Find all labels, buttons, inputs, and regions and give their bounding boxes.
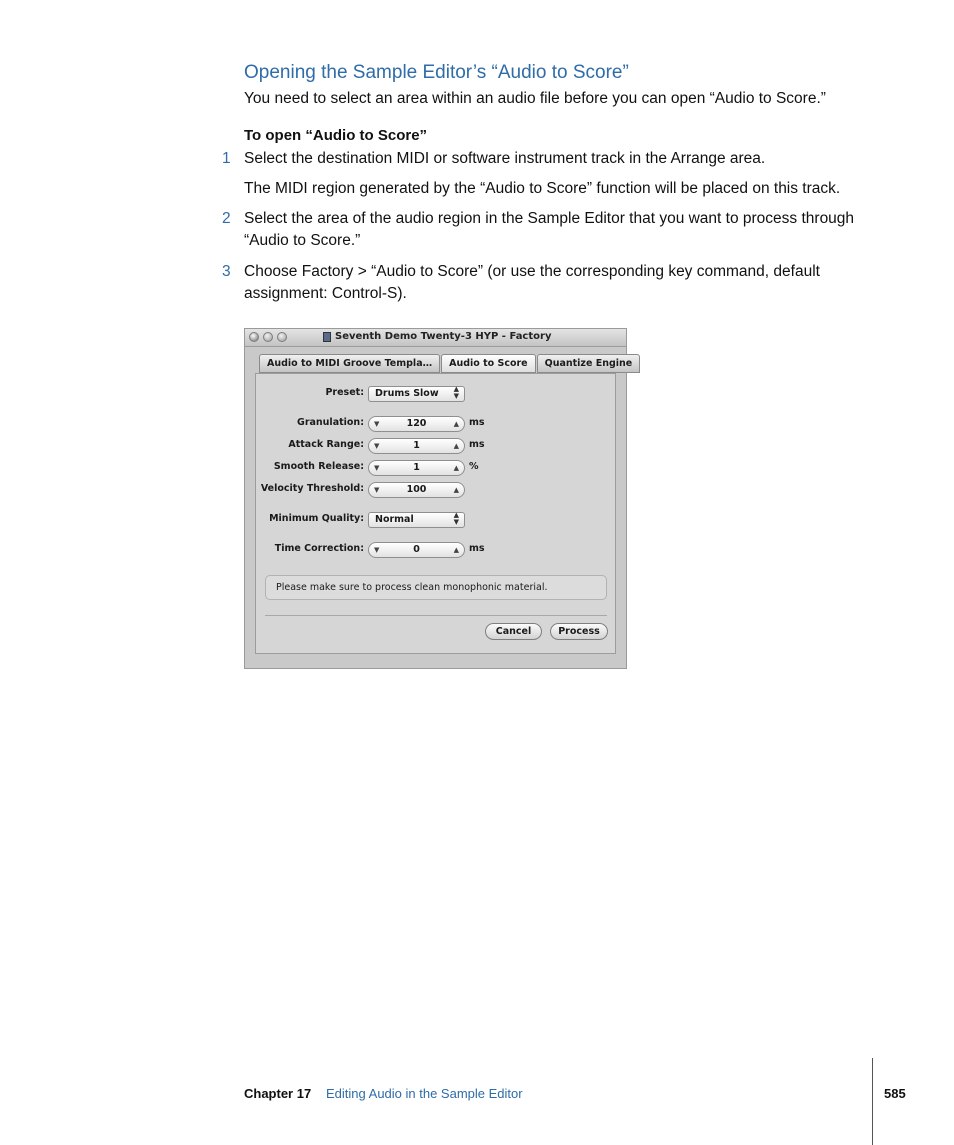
footer-chapter: Chapter 17 bbox=[244, 1086, 312, 1101]
increment-icon[interactable]: ▲ bbox=[453, 420, 459, 428]
audio-to-score-dialog bbox=[244, 328, 633, 669]
divider bbox=[265, 615, 607, 616]
footer-chapter-title: Editing Audio in the Sample Editor bbox=[326, 1086, 523, 1101]
preset-popup[interactable] bbox=[368, 386, 465, 402]
settings-panel bbox=[255, 373, 616, 654]
step-number: 2 bbox=[222, 210, 231, 227]
task-heading: To open “Audio to Score” bbox=[244, 127, 428, 144]
cancel-button[interactable]: Cancel bbox=[485, 623, 542, 640]
smooth-release-unit: % bbox=[469, 461, 479, 472]
decrement-icon[interactable]: ▼ bbox=[374, 442, 380, 450]
increment-icon[interactable]: ▲ bbox=[453, 442, 459, 450]
popup-arrows-icon: ▲ ▼ bbox=[453, 511, 459, 526]
velocity-threshold-value: 100 bbox=[406, 484, 427, 495]
granulation-label: Granulation: bbox=[297, 417, 364, 428]
smooth-release-row bbox=[256, 460, 617, 476]
smooth-release-label: Smooth Release: bbox=[273, 461, 364, 472]
process-button[interactable]: Process bbox=[550, 623, 608, 640]
footer-divider bbox=[872, 1058, 873, 1145]
increment-icon[interactable]: ▲ bbox=[453, 486, 459, 494]
step-text: Select the destination MIDI or software instrument track in the Arrange area. bbox=[244, 150, 766, 167]
minimize-icon[interactable] bbox=[263, 332, 273, 342]
granulation-unit: ms bbox=[469, 417, 485, 428]
time-correction-label: Time Correction: bbox=[274, 543, 364, 554]
step-text: Choose Factory > “Audio to Score” (or use the corresponding key command, default assignment: Control-S). bbox=[244, 263, 820, 302]
minimum-quality-popup[interactable] bbox=[368, 512, 465, 528]
attack-range-row bbox=[256, 438, 617, 454]
time-correction-unit: ms bbox=[469, 543, 485, 554]
attack-range-label: Attack Range: bbox=[288, 439, 364, 450]
time-correction-row bbox=[256, 542, 617, 558]
attack-range-unit: ms bbox=[469, 439, 485, 450]
step-number: 1 bbox=[222, 150, 231, 167]
minimum-quality-row bbox=[256, 512, 617, 528]
decrement-icon[interactable]: ▼ bbox=[374, 420, 380, 428]
preset-value: Drums Slow bbox=[375, 388, 439, 399]
smooth-release-slider[interactable] bbox=[368, 460, 465, 476]
velocity-threshold-label: Velocity Threshold: bbox=[260, 483, 364, 494]
section-heading: Opening the Sample Editor’s “Audio to Score” bbox=[244, 62, 629, 83]
decrement-icon[interactable]: ▼ bbox=[374, 486, 380, 494]
granulation-row bbox=[256, 416, 617, 432]
tab-audio-to-score[interactable]: Audio to Score bbox=[441, 354, 536, 373]
time-correction-slider[interactable] bbox=[368, 542, 465, 558]
minimum-quality-value: Normal bbox=[375, 514, 414, 525]
velocity-threshold-row bbox=[256, 482, 617, 498]
increment-icon[interactable]: ▲ bbox=[453, 546, 459, 554]
tab-quantize-engine[interactable]: Quantize Engine bbox=[537, 354, 641, 373]
smooth-release-value: 1 bbox=[413, 462, 420, 473]
decrement-icon[interactable]: ▼ bbox=[374, 464, 380, 472]
info-message: Please make sure to process clean monophonic material. bbox=[265, 575, 607, 600]
minimum-quality-label: Minimum Quality: bbox=[269, 513, 364, 524]
document-icon bbox=[323, 332, 331, 342]
velocity-threshold-slider[interactable] bbox=[368, 482, 465, 498]
attack-range-slider[interactable] bbox=[368, 438, 465, 454]
increment-icon[interactable]: ▲ bbox=[453, 464, 459, 472]
preset-label: Preset: bbox=[325, 387, 364, 398]
step-text: Select the area of the audio region in the Sample Editor that you want to process through “Audio to Score.” bbox=[244, 210, 855, 249]
step-number: 3 bbox=[222, 263, 231, 280]
page-number: 585 bbox=[884, 1086, 906, 1101]
intro-paragraph: You need to select an area within an audio file before you can open “Audio to Score.” bbox=[244, 90, 826, 107]
zoom-icon[interactable] bbox=[277, 332, 287, 342]
window-titlebar bbox=[245, 329, 626, 347]
granulation-value: 120 bbox=[406, 418, 427, 429]
time-correction-value: 0 bbox=[413, 544, 420, 555]
attack-range-value: 1 bbox=[413, 440, 420, 451]
window-title: Seventh Demo Twenty-3 HYP - Factory bbox=[335, 331, 552, 342]
preset-row bbox=[256, 386, 617, 402]
popup-arrows-icon: ▲ ▼ bbox=[453, 385, 459, 400]
decrement-icon[interactable]: ▼ bbox=[374, 546, 380, 554]
granulation-slider[interactable] bbox=[368, 416, 465, 432]
tab-audio-to-midi-groove[interactable]: Audio to MIDI Groove Templa… bbox=[259, 354, 440, 373]
tab-bar bbox=[259, 354, 641, 373]
step-note: The MIDI region generated by the “Audio to Score” function will be placed on this track. bbox=[244, 180, 841, 197]
close-icon[interactable] bbox=[249, 332, 259, 342]
